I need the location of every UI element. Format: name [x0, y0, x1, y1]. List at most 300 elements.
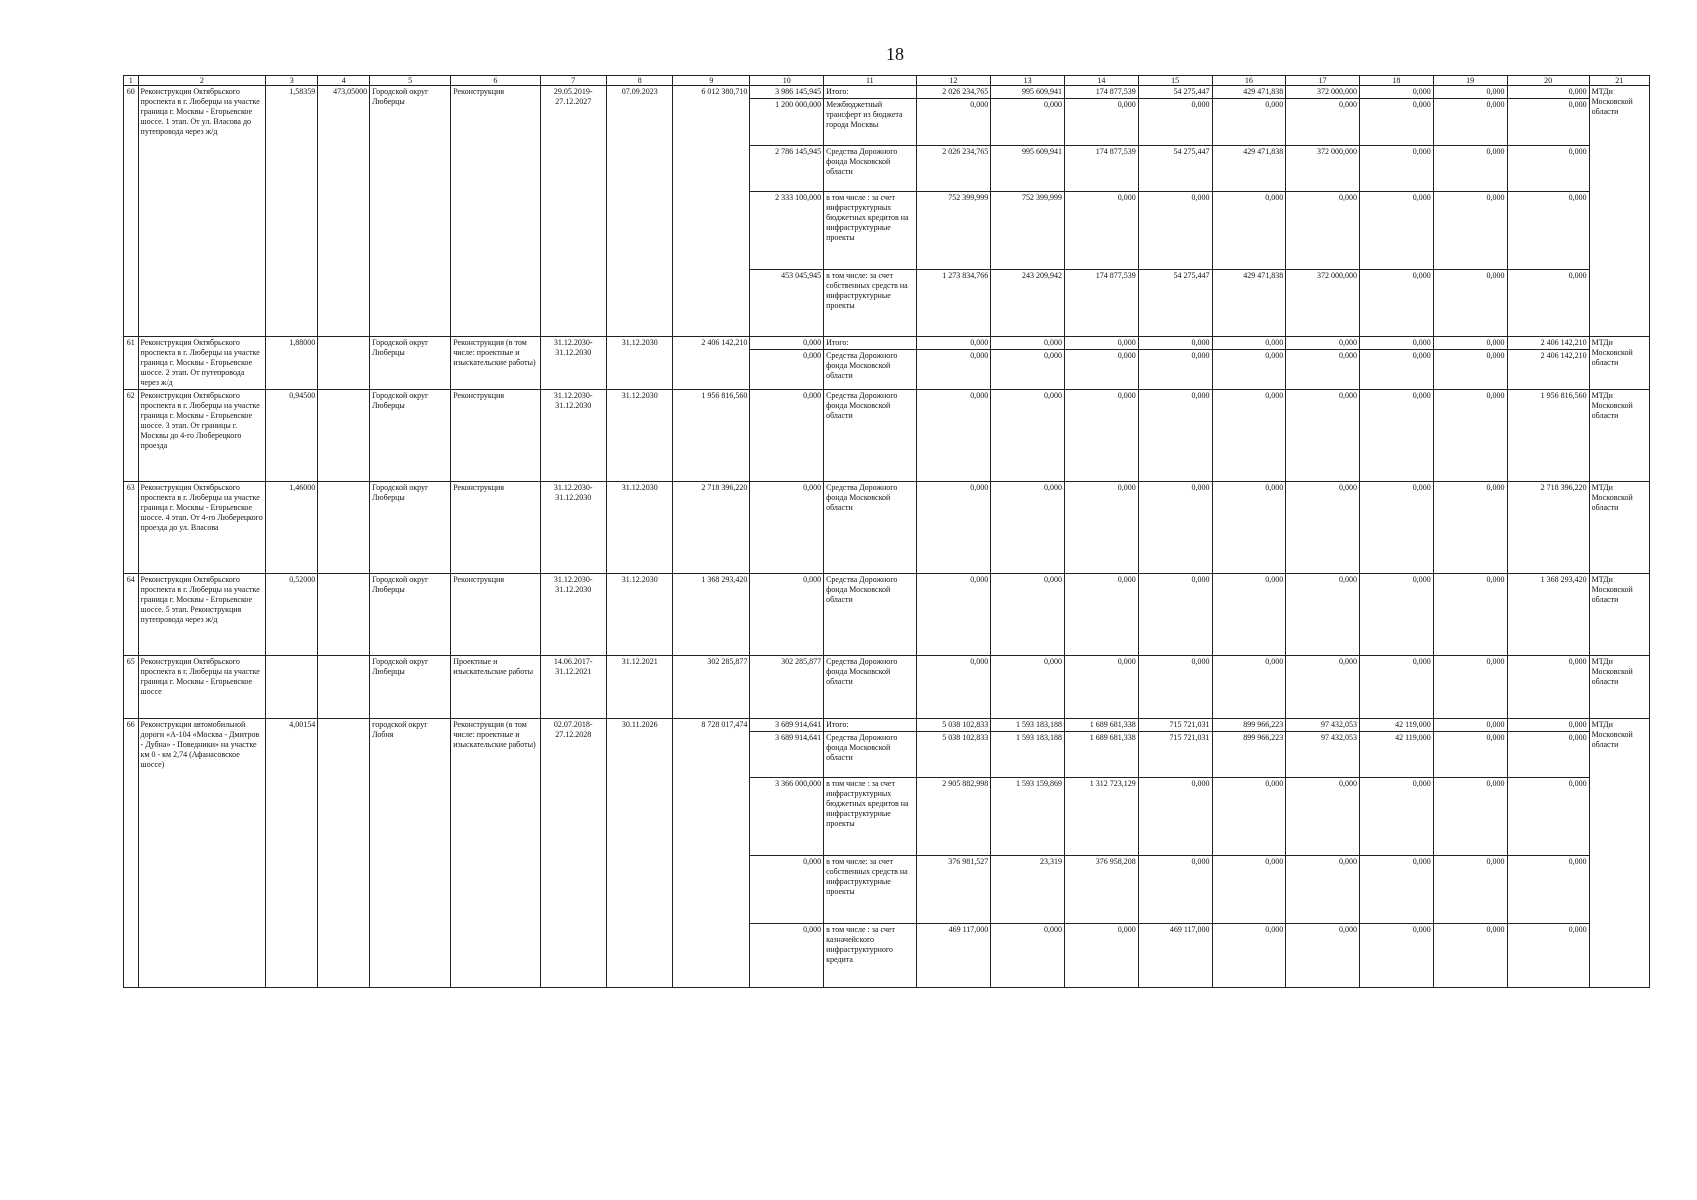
year-amount: 899 966,223 [1243, 720, 1284, 729]
column-header: 3 [266, 76, 318, 86]
funding-source: Средства Дорожного фонда Московской области [826, 657, 898, 686]
year-amount: 0,000 [1508, 777, 1589, 855]
length-km-2: 473,05000 [318, 86, 370, 337]
year-amount: 0,000 [1044, 391, 1063, 400]
year-amount: 0,000 [1339, 575, 1358, 584]
year-amount: 0,000 [970, 575, 989, 584]
total-cost: 2 406 142,210 [673, 337, 750, 390]
financed-amount: 0,000 [803, 575, 822, 584]
completion-date: 31.12.2021 [606, 656, 672, 719]
year-amount: 0,000 [1139, 777, 1212, 855]
financed-amount-cell [750, 656, 824, 719]
length-km-2 [318, 719, 370, 988]
year-amount: 0,000 [1265, 338, 1284, 347]
funding-source: Средства Дорожного фонда Московской области [826, 391, 898, 420]
funding-source-cell [824, 86, 916, 337]
responsible-body: МТДи Московской области [1589, 390, 1649, 482]
responsible-body: МТДи Московской области [1589, 337, 1649, 390]
year-amount: 0,000 [991, 349, 1064, 384]
year-amount-cell [1360, 482, 1434, 574]
year-amount-cell [1212, 86, 1286, 337]
year-amount: 0,000 [1434, 349, 1507, 384]
year-amount-cell [1138, 86, 1212, 337]
length-km: 4,00154 [266, 719, 318, 988]
year-amount: 1 689 681,338 [1065, 731, 1138, 777]
funding-source-cell [824, 574, 916, 656]
year-amount-cell [1286, 656, 1360, 719]
year-amount: 0,000 [1360, 98, 1433, 145]
year-amount: 5 038 102,833 [917, 731, 991, 777]
year-amount-cell [991, 337, 1065, 390]
year-amount: 0,000 [1044, 575, 1063, 584]
year-amount-cell [1507, 482, 1589, 574]
financed-amount: 0,000 [750, 855, 823, 923]
year-amount: 0,000 [1139, 855, 1212, 923]
year-amount: 0,000 [970, 391, 989, 400]
funding-source-cell [824, 337, 916, 390]
year-amount-cell [1507, 719, 1589, 988]
year-amount: 715 721,031 [1139, 731, 1212, 777]
year-amount-cell [1286, 390, 1360, 482]
year-amount-cell [1212, 656, 1286, 719]
year-amount: 0,000 [1568, 87, 1587, 96]
year-amount-cell [1065, 719, 1139, 988]
budget-table [123, 75, 1650, 988]
year-amount: 54 275,447 [1173, 87, 1210, 96]
year-amount: 0,000 [1412, 575, 1431, 584]
year-amount: 1 312 723,129 [1065, 777, 1138, 855]
year-amount-cell [916, 337, 991, 390]
year-amount-cell [1138, 719, 1212, 988]
financed-amount-cell [750, 86, 824, 337]
funding-source-cell [824, 656, 916, 719]
year-amount: 54 275,447 [1139, 145, 1212, 191]
year-amount-cell [1360, 656, 1434, 719]
financed-amount-cell [750, 390, 824, 482]
column-header: 14 [1065, 76, 1139, 86]
financed-amount: 3 366 000,000 [750, 777, 823, 855]
year-amount: 0,000 [1286, 191, 1359, 269]
year-amount: 0,000 [1360, 923, 1433, 987]
column-header: 17 [1286, 76, 1360, 86]
year-amount: 0,000 [1139, 98, 1212, 145]
year-amount: 0,000 [1191, 391, 1210, 400]
year-amount: 0,000 [1117, 338, 1136, 347]
row-number: 65 [124, 656, 139, 719]
year-amount: 0,000 [1360, 145, 1433, 191]
column-header: 11 [824, 76, 916, 86]
length-km: 0,52000 [266, 574, 318, 656]
year-amount: 0,000 [1286, 923, 1359, 987]
municipality: Городской округ Люберцы [370, 482, 451, 574]
year-amount-cell [1433, 86, 1507, 337]
funding-source: Средства Дорожного фонда Московской области [824, 349, 915, 384]
year-amount: 469 117,000 [1139, 923, 1212, 987]
year-amount: 0,000 [1191, 657, 1210, 666]
year-amount: 995 609,941 [991, 145, 1064, 191]
year-amount-cell [1433, 656, 1507, 719]
year-amount: 23,319 [991, 855, 1064, 923]
year-amount-cell [916, 482, 991, 574]
year-amount-cell [1212, 337, 1286, 390]
year-amount: 0,000 [1434, 145, 1507, 191]
year-amount: 0,000 [1286, 349, 1359, 384]
row-number: 66 [124, 719, 139, 988]
year-amount-cell [1507, 337, 1589, 390]
object-name: Реконструкция Октябрьского проспекта в г. Люберцы на участке граница г. Москвы - Егорьевское шоссе. 4 этап. От 4-го Люберецкого проезда до ул. Власова [138, 482, 266, 574]
year-amount: 2 406 142,210 [1540, 338, 1587, 347]
year-amount: 0,000 [917, 349, 991, 384]
responsible-body: МТДи Московской области [1589, 719, 1649, 988]
year-amount-cell [1433, 574, 1507, 656]
year-amount-cell [1433, 482, 1507, 574]
length-km: 1,58359 [266, 86, 318, 337]
year-amount-cell [1360, 86, 1434, 337]
column-header: 5 [370, 76, 451, 86]
financed-amount: 3 986 145,945 [775, 87, 822, 96]
column-header: 12 [916, 76, 991, 86]
year-amount-cell [1507, 656, 1589, 719]
year-amount: 0,000 [1117, 575, 1136, 584]
year-amount: 0,000 [970, 338, 989, 347]
year-amount-cell [1212, 719, 1286, 988]
year-amount-cell [1433, 337, 1507, 390]
year-amount-cell [1212, 390, 1286, 482]
year-amount: 0,000 [1360, 855, 1433, 923]
year-amount: 0,000 [1360, 777, 1433, 855]
year-amount-cell [916, 86, 991, 337]
funding-source-cell [824, 719, 916, 988]
year-amount-cell [916, 390, 991, 482]
year-amount: 0,000 [1434, 98, 1507, 145]
column-header: 18 [1360, 76, 1434, 86]
year-amount: 0,000 [1508, 731, 1589, 777]
year-amount: 0,000 [1339, 338, 1358, 347]
year-amount-cell [1286, 337, 1360, 390]
financed-amount: 0,000 [750, 349, 823, 384]
financed-amount-cell [750, 482, 824, 574]
completion-date: 31.12.2030 [606, 574, 672, 656]
length-km: 1,88000 [266, 337, 318, 390]
year-amount: 0,000 [1065, 98, 1138, 145]
length-km [266, 656, 318, 719]
table-row [124, 86, 1650, 337]
year-amount-cell [1507, 390, 1589, 482]
year-amount-cell [1507, 86, 1589, 337]
total-cost: 1 956 816,560 [673, 390, 750, 482]
financed-amount: 2 333 100,000 [750, 191, 823, 269]
year-amount: 752 399,999 [991, 191, 1064, 269]
row-number: 64 [124, 574, 139, 656]
year-amount: 97 432,053 [1321, 720, 1358, 729]
year-amount: 0,000 [1213, 777, 1286, 855]
completion-date: 31.12.2030 [606, 482, 672, 574]
year-amount: 0,000 [1213, 191, 1286, 269]
row-number: 60 [124, 86, 139, 337]
financed-amount-cell [750, 337, 824, 390]
year-amount: 0,000 [1508, 98, 1589, 145]
year-amount: 1 689 681,338 [1089, 720, 1136, 729]
length-km: 1,46000 [266, 482, 318, 574]
work-period: 31.12.2030- 31.12.2030 [540, 574, 606, 656]
year-amount: 0,000 [1044, 657, 1063, 666]
funding-source-cell [824, 482, 916, 574]
year-amount-cell [1138, 337, 1212, 390]
year-amount: 0,000 [1265, 657, 1284, 666]
financed-amount: 1 200 000,000 [750, 98, 823, 145]
length-km-2 [318, 574, 370, 656]
funding-source: Итого: [826, 338, 849, 347]
funding-source: Средства Дорожного фонда Московской области [824, 145, 915, 191]
column-header: 4 [318, 76, 370, 86]
total-cost: 302 285,877 [673, 656, 750, 719]
year-amount-cell [991, 390, 1065, 482]
year-amount: 0,000 [1568, 657, 1587, 666]
year-amount: 243 209,942 [991, 269, 1064, 336]
year-amount: 2 718 396,220 [1540, 483, 1587, 492]
year-amount: 0,000 [1360, 269, 1433, 336]
year-amount: 2 905 882,998 [917, 777, 991, 855]
year-amount: 0,000 [1065, 923, 1138, 987]
object-name: Реконструкция Октябрьского проспекта в г. Люберцы на участке граница г. Москвы - Егорьевское шоссе. 3 этап. От границы г. Москвы до 4-го Люберецкого проезда [138, 390, 266, 482]
funding-source: в том числе : за счет инфраструктурных бюджетных кредитов на инфраструктурные проекты [824, 777, 915, 855]
year-amount-cell [1286, 574, 1360, 656]
year-amount-cell [991, 719, 1065, 988]
year-amount-cell [1360, 390, 1434, 482]
object-name: Реконструкция Октябрьского проспекта в г. Люберцы на участке граница г. Москвы - Егорьевское шоссе. 2 этап. От путепровода через ж/д [138, 337, 266, 390]
year-amount: 0,000 [1213, 855, 1286, 923]
year-amount: 0,000 [1213, 923, 1286, 987]
table-row [124, 719, 1650, 988]
work-type: Проектные и изыскательские работы [451, 656, 540, 719]
row-number: 63 [124, 482, 139, 574]
total-cost: 6 012 380,710 [673, 86, 750, 337]
year-amount: 0,000 [1339, 657, 1358, 666]
year-amount: 0,000 [1286, 855, 1359, 923]
year-amount: 0,000 [1412, 338, 1431, 347]
column-header: 7 [540, 76, 606, 86]
year-amount: 0,000 [1486, 338, 1505, 347]
year-amount: 0,000 [1360, 349, 1433, 384]
year-amount-cell [1138, 656, 1212, 719]
year-amount: 0,000 [1434, 777, 1507, 855]
year-amount: 376 981,527 [917, 855, 991, 923]
year-amount-cell [1286, 86, 1360, 337]
responsible-body: МТДи Московской области [1589, 574, 1649, 656]
year-amount: 0,000 [1286, 98, 1359, 145]
funding-source: в том числе: за счет собственных средств на инфраструктурные проекты [824, 269, 915, 336]
funding-source: Средства Дорожного фонда Московской области [826, 483, 898, 512]
year-amount: 0,000 [1508, 855, 1589, 923]
funding-source: Итого: [826, 720, 849, 729]
year-amount: 752 399,999 [917, 191, 991, 269]
completion-date: 31.12.2030 [606, 337, 672, 390]
financed-amount: 2 786 145,945 [750, 145, 823, 191]
year-amount: 0,000 [1434, 191, 1507, 269]
year-amount: 372 000,000 [1286, 269, 1359, 336]
year-amount-cell [1065, 86, 1139, 337]
year-amount: 0,000 [1286, 777, 1359, 855]
year-amount: 0,000 [1065, 191, 1138, 269]
work-type: Реконструкция (в том числе: проектные и изыскательские работы) [451, 719, 540, 988]
year-amount: 0,000 [917, 98, 991, 145]
year-amount: 429 471,838 [1213, 145, 1286, 191]
total-cost: 2 718 396,220 [673, 482, 750, 574]
year-amount-cell [1433, 390, 1507, 482]
year-amount: 0,000 [1339, 391, 1358, 400]
length-km-2 [318, 482, 370, 574]
year-amount: 372 000,000 [1317, 87, 1358, 96]
year-amount: 42 119,000 [1360, 731, 1433, 777]
work-period: 31.12.2030- 31.12.2030 [540, 337, 606, 390]
funding-source: Средства Дорожного фонда Московской области [826, 575, 898, 604]
year-amount: 0,000 [1412, 87, 1431, 96]
funding-source: Межбюджетный трансферт из бюджета города Москвы [824, 98, 915, 145]
municipality: Городской округ Люберцы [370, 390, 451, 482]
financed-amount: 0,000 [803, 338, 822, 347]
year-amount: 2 026 234,765 [917, 145, 991, 191]
column-header: 20 [1507, 76, 1589, 86]
financed-amount: 0,000 [803, 391, 822, 400]
year-amount: 0,000 [1568, 720, 1587, 729]
year-amount: 0,000 [1213, 349, 1286, 384]
year-amount: 429 471,838 [1243, 87, 1284, 96]
year-amount-cell [1065, 656, 1139, 719]
work-type: Реконструкция [451, 390, 540, 482]
column-header: 15 [1138, 76, 1212, 86]
object-name: Реконструкция автомобильной дороги «А-104 «Москва - Дмитров - Дубна» - Поведники» на участке км 0 - км 2,74 (Афанасовское шоссе) [138, 719, 266, 988]
page-number: 18 [886, 44, 904, 64]
object-name: Реконструкция Октябрьского проспекта в г. Люберцы на участке граница г. Москвы - Егорьевское шоссе. 5 этап. Реконструкция путепровода через ж/д [138, 574, 266, 656]
year-amount-cell [1065, 390, 1139, 482]
column-header: 10 [750, 76, 824, 86]
year-amount-cell [1065, 574, 1139, 656]
year-amount-cell [991, 482, 1065, 574]
column-header: 2 [138, 76, 266, 86]
column-header: 9 [673, 76, 750, 86]
year-amount: 2 406 142,210 [1508, 349, 1589, 384]
year-amount: 376 958,208 [1065, 855, 1138, 923]
year-amount: 0,000 [991, 923, 1064, 987]
object-name: Реконструкция Октябрьского проспекта в г. Люберцы на участке граница г. Москвы - Егорьевское шоссе. 1 этап. От ул. Власова до путепровода через ж/д [138, 86, 266, 337]
total-cost: 8 728 017,474 [673, 719, 750, 988]
year-amount: 0,000 [1434, 269, 1507, 336]
year-amount: 0,000 [1265, 391, 1284, 400]
year-amount: 174 877,539 [1095, 87, 1136, 96]
completion-date: 07.09.2023 [606, 86, 672, 337]
column-header: 6 [451, 76, 540, 86]
year-amount: 899 966,223 [1213, 731, 1286, 777]
year-amount-cell [1286, 719, 1360, 988]
year-amount-cell [1138, 482, 1212, 574]
financed-amount: 0,000 [803, 483, 822, 492]
completion-date: 31.12.2030 [606, 390, 672, 482]
year-amount-cell [1507, 574, 1589, 656]
year-amount: 0,000 [1191, 575, 1210, 584]
year-amount: 0,000 [991, 98, 1064, 145]
work-period: 31.12.2030- 31.12.2030 [540, 390, 606, 482]
year-amount: 715 721,031 [1169, 720, 1210, 729]
year-amount-cell [916, 574, 991, 656]
year-amount: 0,000 [1508, 269, 1589, 336]
year-amount: 0,000 [1434, 923, 1507, 987]
year-amount: 0,000 [1139, 349, 1212, 384]
table-row [124, 337, 1650, 390]
work-type: Реконструкция [451, 482, 540, 574]
work-type: Реконструкция [451, 86, 540, 337]
year-amount: 0,000 [1139, 191, 1212, 269]
year-amount: 1 273 834,766 [917, 269, 991, 336]
year-amount: 995 609,941 [1022, 87, 1063, 96]
total-cost: 1 368 293,420 [673, 574, 750, 656]
funding-source: в том числе : за счет инфраструктурных бюджетных кредитов на инфраструктурные проекты [824, 191, 915, 269]
funding-source: Средства Дорожного фонда Московской области [824, 731, 915, 777]
year-amount: 0,000 [1412, 483, 1431, 492]
year-amount: 1 593 183,188 [1016, 720, 1063, 729]
year-amount: 0,000 [1508, 191, 1589, 269]
year-amount-cell [1433, 719, 1507, 988]
year-amount-cell [916, 656, 991, 719]
column-header: 8 [606, 76, 672, 86]
year-amount: 0,000 [1117, 657, 1136, 666]
financed-amount-cell [750, 574, 824, 656]
financed-amount: 3 689 914,641 [750, 731, 823, 777]
year-amount: 0,000 [1434, 731, 1507, 777]
year-amount: 0,000 [1265, 575, 1284, 584]
length-km-2 [318, 390, 370, 482]
year-amount: 0,000 [1412, 657, 1431, 666]
year-amount-cell [991, 86, 1065, 337]
year-amount-cell [1212, 574, 1286, 656]
year-amount: 0,000 [1434, 855, 1507, 923]
year-amount: 0,000 [1044, 338, 1063, 347]
year-amount: 1 956 816,560 [1540, 391, 1587, 400]
year-amount: 97 432,053 [1286, 731, 1359, 777]
year-amount: 0,000 [970, 657, 989, 666]
table-row [124, 574, 1650, 656]
municipality: городской округ Лобня [370, 719, 451, 988]
year-amount: 0,000 [1339, 483, 1358, 492]
funding-source: в том числе: за счет собственных средств на инфраструктурные проекты [824, 855, 915, 923]
row-number: 62 [124, 390, 139, 482]
year-amount: 1 368 293,420 [1540, 575, 1587, 584]
year-amount: 0,000 [1486, 391, 1505, 400]
year-amount: 0,000 [970, 483, 989, 492]
year-amount: 469 117,000 [917, 923, 991, 987]
work-type: Реконструкция [451, 574, 540, 656]
row-number: 61 [124, 337, 139, 390]
work-period: 14.06.2017- 31.12.2021 [540, 656, 606, 719]
work-period: 02.07.2018- 27.12.2028 [540, 719, 606, 988]
financed-amount: 0,000 [750, 923, 823, 987]
year-amount-cell [1065, 482, 1139, 574]
year-amount: 0,000 [1065, 349, 1138, 384]
completion-date: 30.11.2026 [606, 719, 672, 988]
year-amount: 42 119,000 [1395, 720, 1431, 729]
financed-amount-cell [750, 719, 824, 988]
funding-source-cell [824, 390, 916, 482]
year-amount-cell [991, 574, 1065, 656]
year-amount: 174 877,539 [1065, 145, 1138, 191]
year-amount: 2 026 234,765 [942, 87, 989, 96]
year-amount: 429 471,838 [1213, 269, 1286, 336]
header-row [124, 76, 1650, 86]
year-amount: 0,000 [1486, 575, 1505, 584]
work-period: 31.12.2030- 31.12.2030 [540, 482, 606, 574]
year-amount: 174 877,539 [1065, 269, 1138, 336]
year-amount: 0,000 [1412, 391, 1431, 400]
column-header: 13 [991, 76, 1065, 86]
